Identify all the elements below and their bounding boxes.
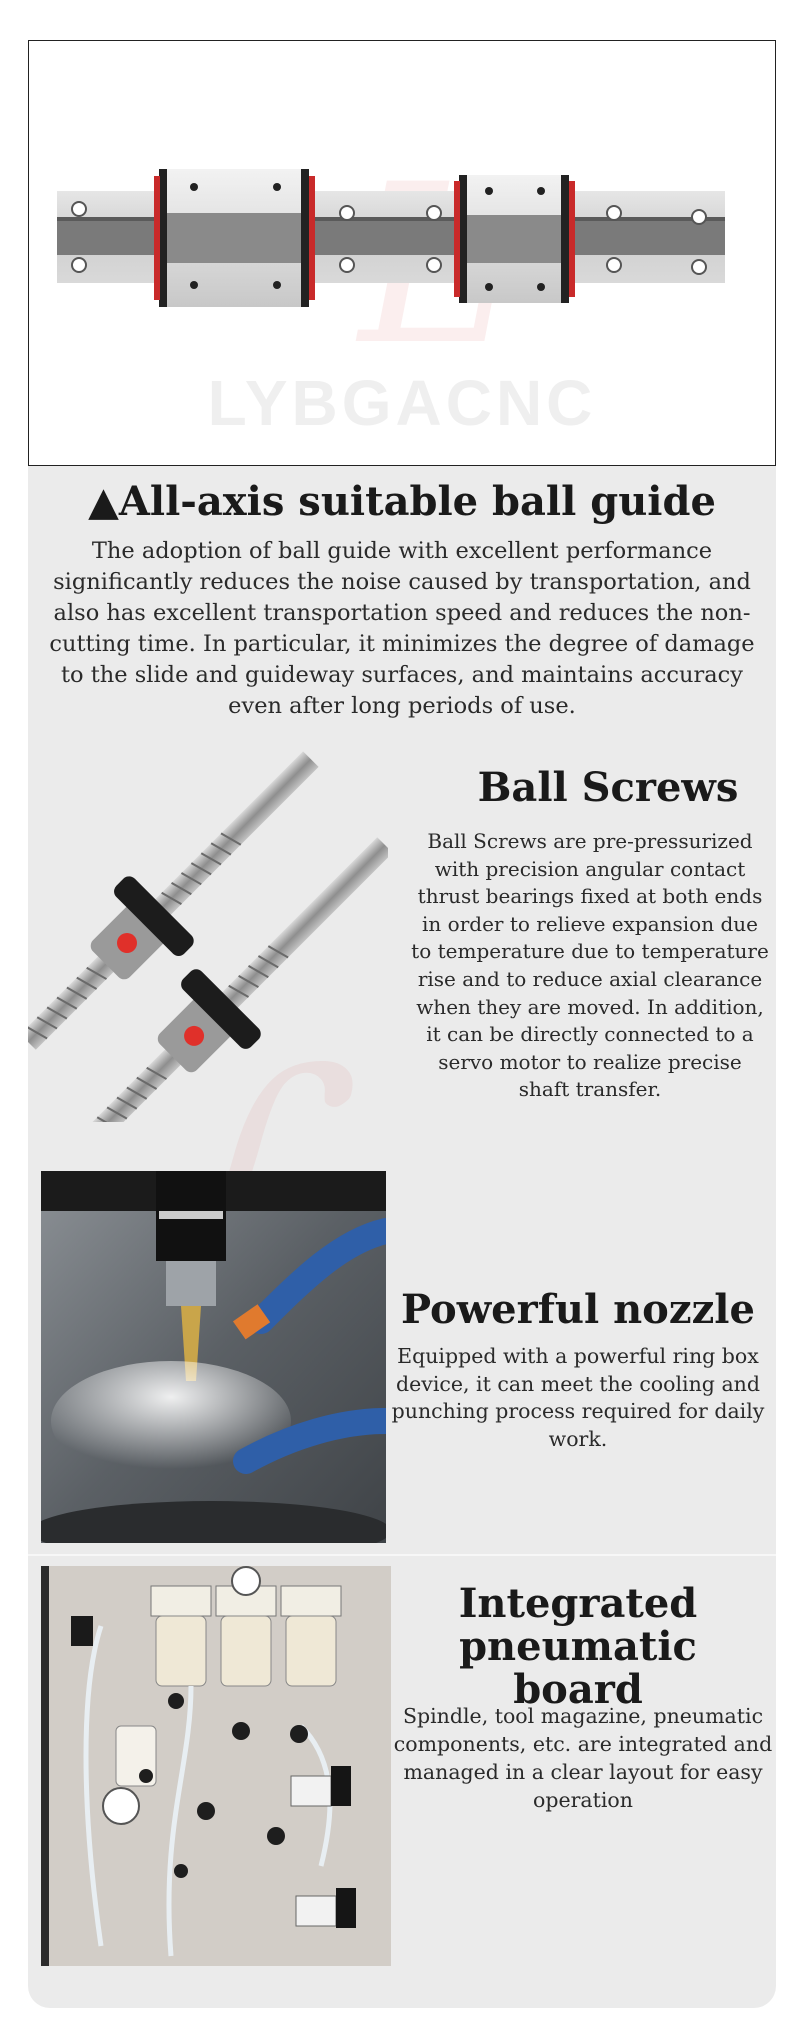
ball-guide-title (28, 478, 776, 525)
pneumatic-title: Integrated pneumatic board (458, 1580, 698, 1713)
pneumatic-body: Spindle, tool magazine, pneumatic components, etc. are integrated and managed in a clear layout for easy operation (393, 1704, 773, 1812)
coolant-nozzle-icon (41, 1171, 386, 1543)
ball-guide-body: The adoption of ball guide with excellent performance significantly reduces the noise caused by transportation, and also has excellent transportation speed and reduces the non-cutting time. In particular, it minimizes the degree of damage to the slide and guideway surfaces, and maintains accuracy even after long periods of use. (49, 538, 755, 719)
ball-screws-body: Ball Screws are pre-pressurized with precision angular contact thrust bearings fixed at both ends in order to relieve expansion due to temperature due to temperature rise and to reduce axial clearance when they are moved. In addition, it can be directly connected to a servo motor to realize precise shaft transfer. (411, 829, 769, 1102)
content-panel (28, 466, 776, 2008)
hero-image-frame (28, 40, 776, 466)
nozzle-image (41, 1171, 386, 1543)
hero-watermark: LYBGACNC (207, 367, 597, 439)
ball-screws-title: Ball Screws (477, 764, 739, 811)
pneumatic-board-image (41, 1566, 391, 1966)
triangle-bullet-icon: ▲ (88, 478, 119, 525)
ball-screw-icon (28, 742, 388, 1122)
pneumatic-board-icon (41, 1566, 391, 1966)
ball-guide-title-text: All-axis suitable ball guide (118, 478, 716, 525)
nozzle-body: Equipped with a powerful ring box device, it can meet the cooling and punching process required for daily work. (391, 1344, 765, 1451)
section-divider (28, 1554, 776, 1556)
ball-screw-image (28, 742, 388, 1122)
nozzle-title: Powerful nozzle (401, 1286, 755, 1333)
